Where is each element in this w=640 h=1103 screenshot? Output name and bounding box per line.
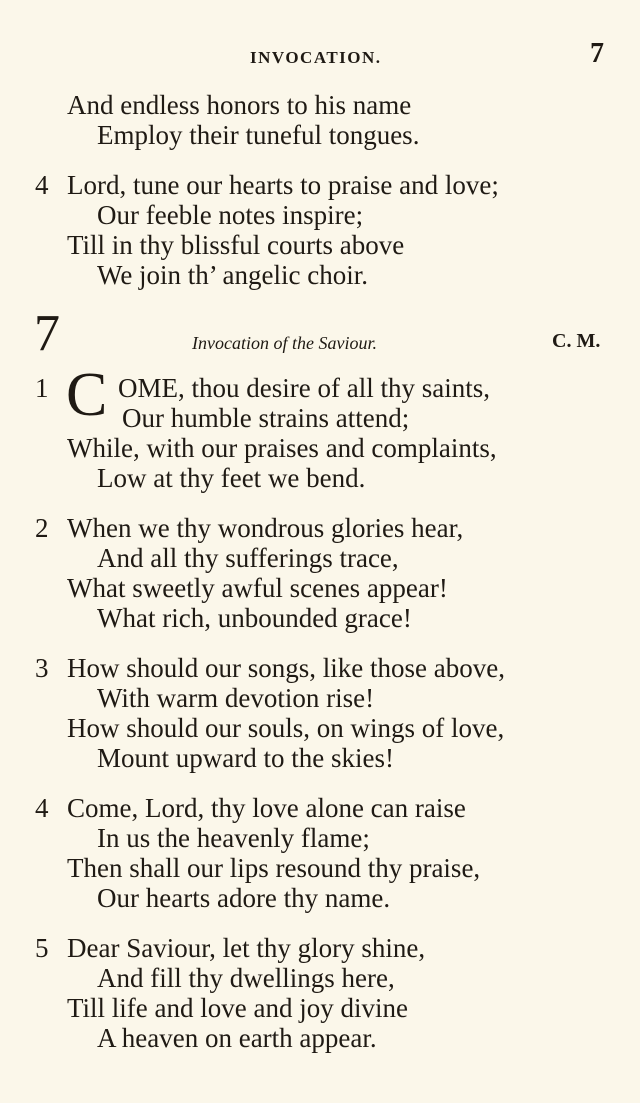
- verse-number: 2: [35, 513, 49, 543]
- verse-line: What rich, unbounded grace!: [97, 603, 412, 633]
- hymn-number: 7: [34, 305, 60, 362]
- verse-line: Our hearts adore thy name.: [97, 883, 391, 913]
- verse-number: 4: [35, 793, 49, 823]
- verse-number: 4: [35, 170, 49, 200]
- verse-number: 1: [35, 373, 49, 403]
- verse-line: And fill thy dwellings here,: [97, 963, 395, 993]
- verse-number: 3: [35, 653, 49, 683]
- verse-line: Lord, tune our hearts to praise and love;: [67, 170, 499, 200]
- verse-line: Till in thy blissful courts above: [67, 230, 405, 260]
- hymn-title: Invocation of the Saviour.: [192, 333, 377, 353]
- drop-cap: C: [66, 361, 108, 429]
- verse-line: How should our songs, like those above,: [67, 653, 505, 683]
- verse-line: Then shall our lips resound thy praise,: [67, 853, 481, 883]
- verse-line: Come, Lord, thy love alone can raise: [67, 793, 466, 823]
- verse-line: Our humble strains attend;: [122, 403, 410, 433]
- verse-number: 5: [35, 933, 49, 963]
- verse-line: A heaven on earth appear.: [97, 1023, 377, 1053]
- hymn-heading: [0, 305, 640, 368]
- running-head: INVOCATION.: [250, 48, 382, 67]
- verse-line: Mount upward to the skies!: [97, 743, 394, 773]
- verse-line: How should our souls, on wings of love,: [67, 713, 505, 743]
- hymn-meter: C. M.: [552, 330, 601, 352]
- verse-line: Our feeble notes inspire;: [97, 200, 364, 230]
- verse-line: Till life and love and joy divine: [67, 993, 408, 1023]
- page-number: 7: [590, 38, 604, 69]
- verse-line: Employ their tuneful tongues.: [97, 120, 420, 150]
- verse-line: And endless honors to his name: [67, 90, 412, 120]
- verse-line: While, with our praises and complaints,: [67, 433, 497, 463]
- verse-line: With warm devotion rise!: [97, 683, 375, 713]
- verse-line: OME, thou desire of all thy saints,: [118, 373, 490, 403]
- verse-line: In us the heavenly flame;: [97, 823, 370, 853]
- verse-line: We join th’ angelic choir.: [97, 260, 368, 290]
- verse-line: And all thy sufferings trace,: [97, 543, 399, 573]
- page-header: [0, 38, 640, 76]
- verse-line: When we thy wondrous glories hear,: [67, 513, 464, 543]
- verse-line: Dear Saviour, let thy glory shine,: [67, 933, 426, 963]
- verse-line: What sweetly awful scenes appear!: [67, 573, 448, 603]
- verse-line: Low at thy feet we bend.: [97, 463, 366, 493]
